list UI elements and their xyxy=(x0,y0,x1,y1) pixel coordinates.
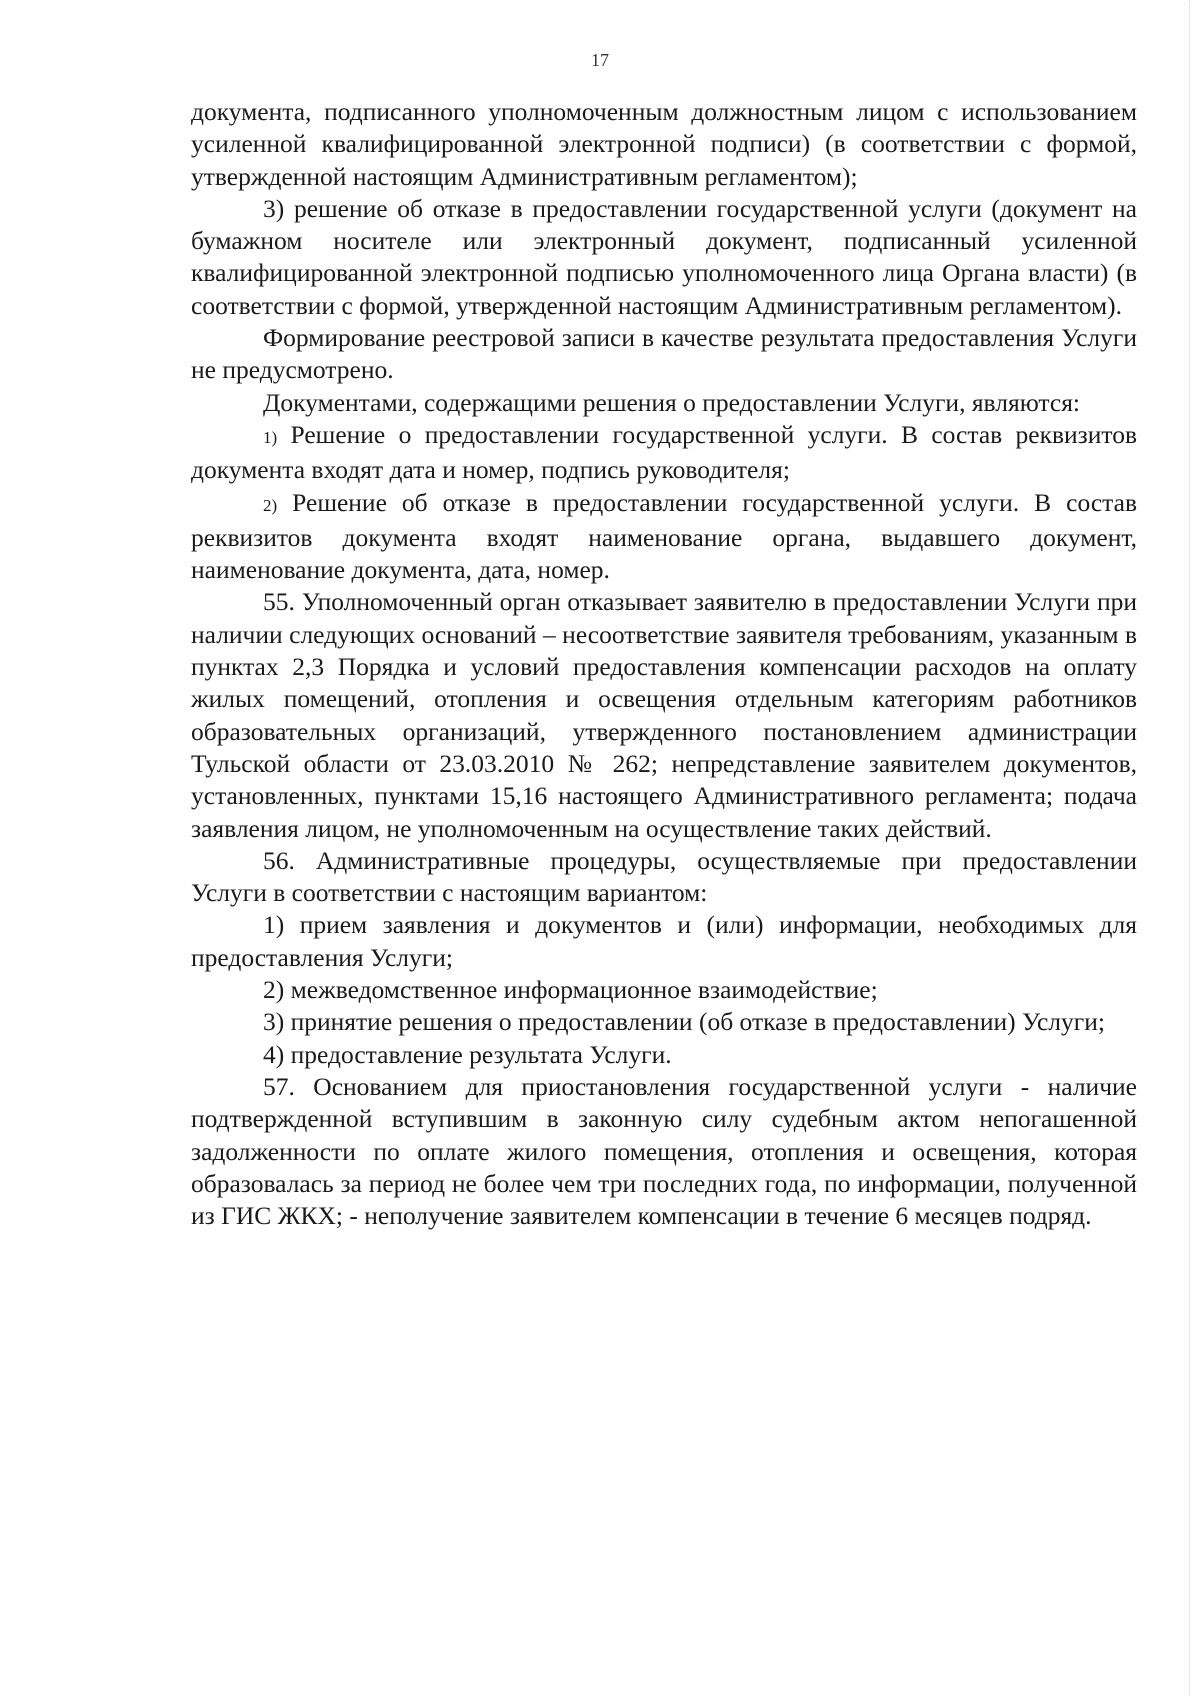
paragraph: 2) межведомственное информационное взаимодействие; xyxy=(263,975,878,1005)
paragraph: Формирование реестровой записи в качестве результата предоставления Услуги не предусмотрено. xyxy=(191,323,1137,385)
list-marker: 1) xyxy=(263,427,278,447)
paragraph-text: Решение об отказе в предоставлении государственной услуги. В состав реквизитов документа входят наименование органа, выдавшего документ, наименование документа, дата, номер. xyxy=(191,487,1137,585)
paragraph-text: Решение о предоставлении государственной услуги. В состав реквизитов документа входят дата и номер, подпись руководителя; xyxy=(191,419,1137,485)
document-body xyxy=(191,96,1137,1232)
paragraph: документа, подписанного уполномоченным должностным лицом с использованием усиленной квалифицированной электронной подписи) (в соответствии с формой, утвержденной настоящим Административным регламентом); xyxy=(191,97,1137,191)
paragraph: 3) принятие решения о предоставлении (об отказе в предоставлении) Услуги; xyxy=(263,1007,1105,1037)
paragraph: 3) решение об отказе в предоставлении государственной услуги (документ на бумажном носителе или электронный документ, подписанный усиленной квалифицированной электронной подписью уполномоченного лица Органа власти) (в соответствии с формой, утвержденной настоящим Административным регламентом). xyxy=(191,193,1137,320)
list-marker: 2) xyxy=(263,495,278,515)
paragraph: 57. Основанием для приостановления государственной услуги - наличие подтвержденной вступившим в законную силу судебным актом непогашенной задолженности по оплате жилого помещения, отопления и освещения, которая образовалась за период не более чем три последних года, по информации, полученной из ГИС ЖКХ; - неполучение заявителем компенсации в течение 6 месяцев подряд. xyxy=(191,1071,1137,1231)
paragraph: Документами, содержащими решения о предоставлении Услуги, являются: xyxy=(263,387,1081,417)
scan-edge-dots xyxy=(1187,0,1190,1696)
paragraph: 55. Уполномоченный орган отказывает заявителю в предоставлении Услуги при наличии следующих оснований – несоответствие заявителя требованиям, указанным в пунктах 2,3 Порядка и условий предоставления компенсации расходов на оплату жилых помещений, отопления и освещения отдельным категориям работников образовательных организаций, утвержденного постановлением администрации Тульской области от 23.03.2010 № 262; непредставление заявителем документов, установленных, пунктами 15,16 настоящего Административного регламента; подача заявления лицом, не уполномоченным на осуществление таких действий. xyxy=(191,587,1137,843)
paragraph: 4) предоставление результата Услуги. xyxy=(263,1039,672,1069)
paragraph xyxy=(191,419,1137,487)
paragraph: 56. Административные процедуры, осуществляемые при предоставлении Услуги в соответствии с настоящим вариантом: xyxy=(191,845,1137,908)
paragraph xyxy=(191,487,1137,587)
paragraph: 1) прием заявления и документов и (или) информации, необходимых для предоставления Услуги; xyxy=(191,910,1137,972)
page-number: 17 xyxy=(591,50,609,70)
